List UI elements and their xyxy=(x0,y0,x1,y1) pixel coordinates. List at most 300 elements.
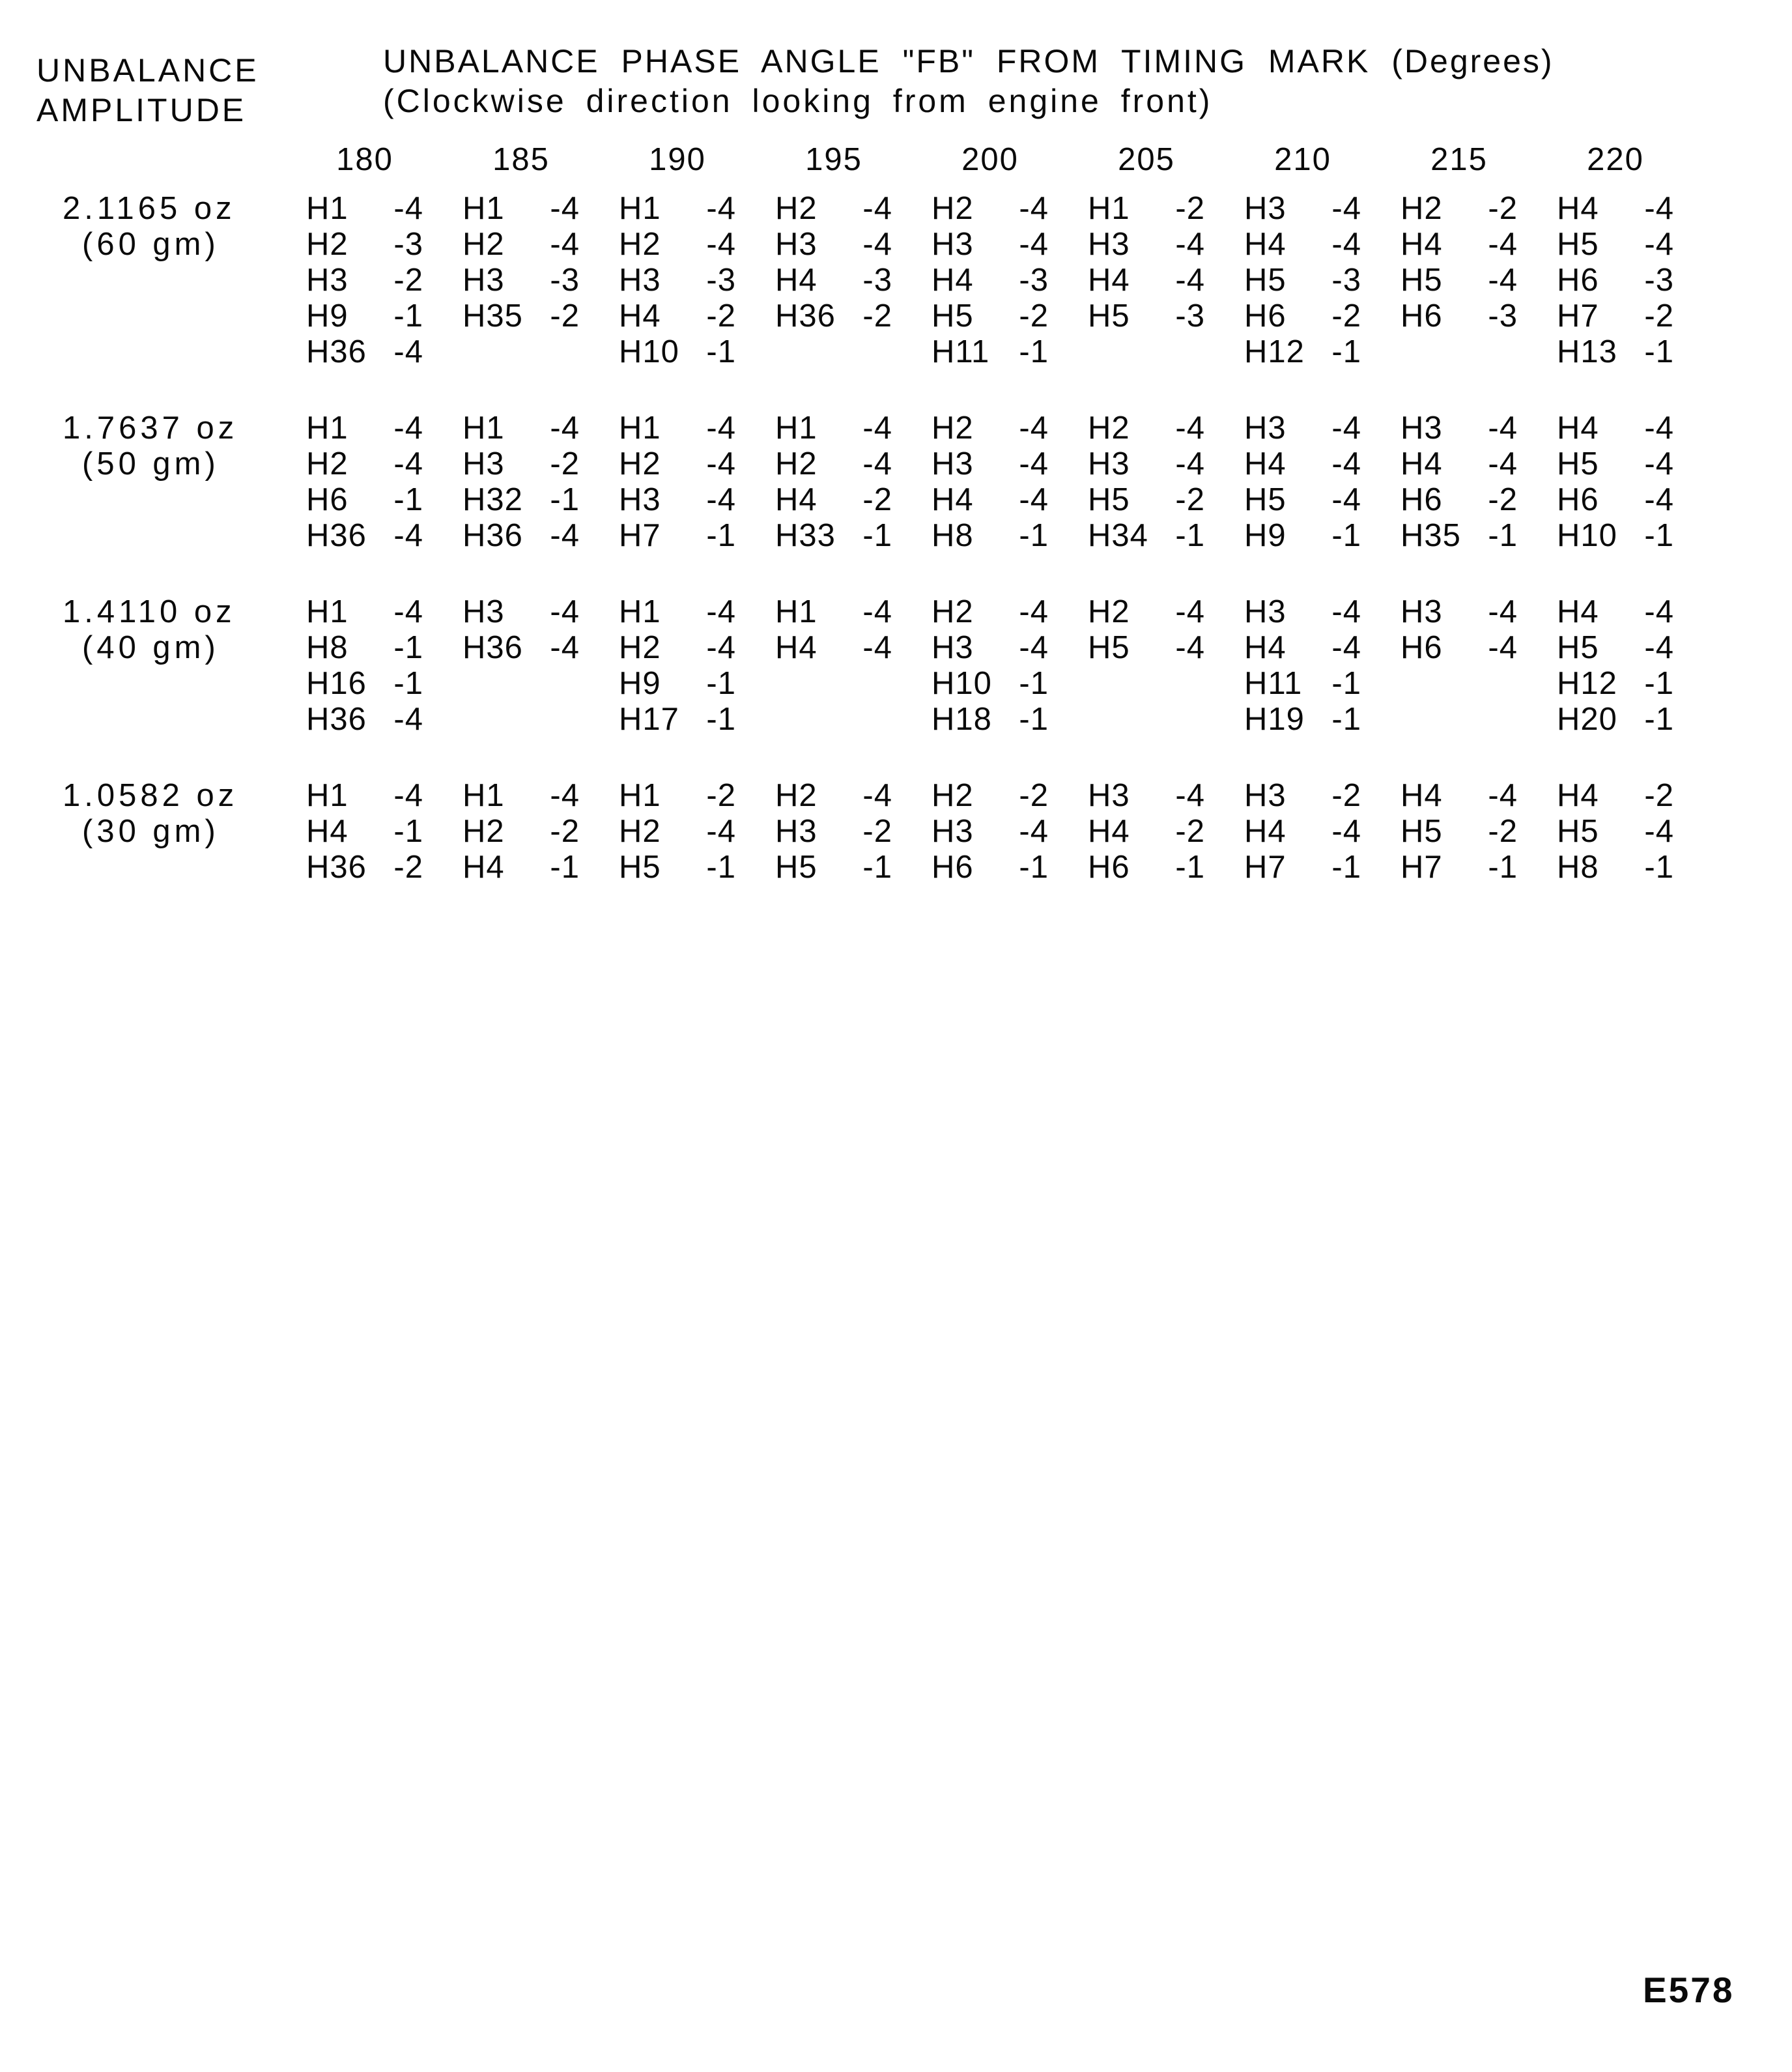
cell-40-gm-220 xyxy=(1557,594,1674,738)
phase-value: -4 xyxy=(1644,227,1674,262)
phase-value: -1 xyxy=(1488,518,1518,553)
harmonic-entry xyxy=(462,191,580,227)
degree-header-180: 180 xyxy=(336,142,393,177)
degree-header-200: 200 xyxy=(961,142,1019,177)
amplitude-row-60-gm xyxy=(39,191,1713,370)
phase-value: -4 xyxy=(1644,446,1674,482)
harmonic-entry xyxy=(1557,630,1674,666)
harmonic-entry xyxy=(619,227,736,263)
harmonic-id: H36 xyxy=(775,298,836,334)
phase-value: -4 xyxy=(862,446,892,482)
harmonic-id: H1 xyxy=(619,191,661,226)
harmonic-entry xyxy=(1088,778,1205,814)
harmonic-id: H35 xyxy=(1401,518,1461,553)
cell-50-gm-215 xyxy=(1401,410,1518,554)
phase-value: -2 xyxy=(862,814,892,849)
harmonic-id: H2 xyxy=(932,594,974,629)
cell-40-gm-215 xyxy=(1401,594,1518,666)
harmonic-id: H6 xyxy=(1401,482,1443,517)
cell-30-gm-195 xyxy=(775,778,892,885)
harmonic-id: H4 xyxy=(1557,191,1599,226)
harmonic-id: H4 xyxy=(1088,814,1130,849)
harmonic-id: H5 xyxy=(1557,814,1599,849)
harmonic-id: H13 xyxy=(1557,334,1617,369)
amplitude-oz: 1.0582 oz xyxy=(63,778,238,813)
phase-value: -4 xyxy=(550,778,580,813)
degree-header-row xyxy=(39,142,1713,178)
harmonic-id: H3 xyxy=(1244,778,1287,813)
harmonic-entry xyxy=(1244,298,1361,334)
harmonic-entry xyxy=(1401,850,1518,885)
amplitude-header-line2: AMPLITUDE xyxy=(36,92,247,128)
harmonic-entry xyxy=(306,410,423,446)
phase-value: -1 xyxy=(393,298,423,334)
harmonic-id: H32 xyxy=(462,482,523,517)
phase-value: -4 xyxy=(1331,814,1361,849)
phase-value: -1 xyxy=(550,482,580,517)
harmonic-entry xyxy=(619,702,736,738)
harmonic-entry xyxy=(1088,227,1205,263)
harmonic-id: H6 xyxy=(306,482,348,517)
harmonic-entry xyxy=(932,850,1049,885)
amplitude-gm: (40 gm) xyxy=(82,630,220,665)
harmonic-entry xyxy=(462,446,580,482)
harmonic-entry xyxy=(932,334,1049,370)
harmonic-entry xyxy=(1401,191,1518,227)
harmonic-entry xyxy=(1244,814,1361,850)
phase-value: -2 xyxy=(862,482,892,517)
phase-value: -4 xyxy=(393,702,423,737)
harmonic-entry xyxy=(619,334,736,370)
harmonic-id: H3 xyxy=(932,814,974,849)
harmonic-entry xyxy=(932,227,1049,263)
phase-value: -4 xyxy=(1488,446,1518,482)
harmonic-entry xyxy=(775,518,892,554)
harmonic-entry xyxy=(619,850,736,885)
harmonic-id: H5 xyxy=(619,850,661,885)
cell-50-gm-205 xyxy=(1088,410,1205,554)
harmonic-id: H2 xyxy=(775,191,818,226)
cell-60-gm-205 xyxy=(1088,191,1205,334)
cell-40-gm-180 xyxy=(306,594,423,738)
cell-30-gm-210 xyxy=(1244,778,1361,885)
harmonic-entry xyxy=(1557,227,1674,263)
cell-40-gm-210 xyxy=(1244,594,1361,738)
harmonic-entry xyxy=(932,191,1049,227)
harmonic-id: H10 xyxy=(1557,518,1617,553)
harmonic-entry xyxy=(462,630,580,666)
phase-value: -3 xyxy=(1175,298,1205,334)
harmonic-entry xyxy=(1244,191,1361,227)
harmonic-id: H4 xyxy=(462,850,505,885)
phase-value: -4 xyxy=(393,191,423,226)
harmonic-entry xyxy=(1088,410,1205,446)
phase-value: -1 xyxy=(1175,850,1205,885)
harmonic-entry xyxy=(619,410,736,446)
harmonic-id: H3 xyxy=(932,630,974,665)
phase-value: -1 xyxy=(1175,518,1205,553)
harmonic-id: H6 xyxy=(1557,263,1599,298)
phase-value: -4 xyxy=(862,191,892,226)
harmonic-entry xyxy=(1401,482,1518,518)
cell-50-gm-190 xyxy=(619,410,736,554)
phase-value: -4 xyxy=(706,410,736,446)
harmonic-entry xyxy=(1557,334,1674,370)
harmonic-entry xyxy=(775,594,892,630)
phase-value: -4 xyxy=(393,410,423,446)
harmonic-id: H6 xyxy=(1401,630,1443,665)
phase-value: -4 xyxy=(1019,446,1049,482)
harmonic-entry xyxy=(775,630,892,666)
harmonic-id: H5 xyxy=(1088,298,1130,334)
phase-value: -1 xyxy=(862,850,892,885)
harmonic-entry xyxy=(619,518,736,554)
harmonic-id: H6 xyxy=(1557,482,1599,517)
harmonic-id: H3 xyxy=(619,263,661,298)
harmonic-id: H18 xyxy=(932,702,992,737)
harmonic-id: H9 xyxy=(306,298,348,334)
harmonic-entry xyxy=(306,778,423,814)
harmonic-entry xyxy=(1401,518,1518,554)
harmonic-entry xyxy=(1244,227,1361,263)
table-title xyxy=(383,42,1554,121)
harmonic-id: H3 xyxy=(462,263,505,298)
harmonic-entry xyxy=(1557,814,1674,850)
harmonic-entry xyxy=(1088,446,1205,482)
harmonic-entry xyxy=(462,814,580,850)
harmonic-id: H10 xyxy=(932,666,992,701)
harmonic-id: H4 xyxy=(1244,227,1287,262)
harmonic-id: H1 xyxy=(619,778,661,813)
harmonic-entry xyxy=(462,778,580,814)
phase-value: -3 xyxy=(1019,263,1049,298)
phase-value: -4 xyxy=(1488,263,1518,298)
harmonic-entry xyxy=(462,594,580,630)
cell-50-gm-210 xyxy=(1244,410,1361,554)
harmonic-id: H1 xyxy=(619,410,661,446)
harmonic-id: H12 xyxy=(1557,666,1617,701)
harmonic-id: H3 xyxy=(775,814,818,849)
cell-30-gm-200 xyxy=(932,778,1049,885)
cell-30-gm-180 xyxy=(306,778,423,885)
harmonic-entry xyxy=(1244,594,1361,630)
harmonic-entry xyxy=(306,814,423,850)
phase-value: -4 xyxy=(1019,814,1049,849)
harmonic-entry xyxy=(775,850,892,885)
harmonic-id: H2 xyxy=(932,410,974,446)
cell-40-gm-200 xyxy=(932,594,1049,738)
phase-value: -4 xyxy=(1488,594,1518,629)
harmonic-entry xyxy=(306,191,423,227)
harmonic-id: H36 xyxy=(306,334,367,369)
phase-value: -4 xyxy=(1175,263,1205,298)
harmonic-id: H11 xyxy=(932,334,990,369)
phase-value: -4 xyxy=(706,227,736,262)
phase-value: -2 xyxy=(1644,778,1674,813)
phase-value: -2 xyxy=(706,778,736,813)
cell-60-gm-215 xyxy=(1401,191,1518,334)
cell-30-gm-215 xyxy=(1401,778,1518,885)
harmonic-id: H5 xyxy=(1557,630,1599,665)
amplitude-row-50-gm xyxy=(39,410,1713,554)
amplitude-row-30-gm xyxy=(39,778,1713,885)
harmonic-entry xyxy=(775,410,892,446)
harmonic-id: H4 xyxy=(1244,446,1287,482)
harmonic-entry xyxy=(1401,410,1518,446)
harmonic-entry xyxy=(1244,630,1361,666)
phase-value: -3 xyxy=(1331,263,1361,298)
harmonic-id: H5 xyxy=(1244,482,1287,517)
harmonic-entry xyxy=(1244,263,1361,298)
harmonic-id: H1 xyxy=(775,410,818,446)
phase-value: -4 xyxy=(706,191,736,226)
amplitude-label-60-gm xyxy=(39,191,306,263)
cell-40-gm-190 xyxy=(619,594,736,738)
phase-value: -1 xyxy=(706,666,736,701)
degree-header-190: 190 xyxy=(649,142,706,177)
phase-value: -3 xyxy=(1644,263,1674,298)
harmonic-entry xyxy=(306,334,423,370)
harmonic-entry xyxy=(619,666,736,702)
harmonic-entry xyxy=(1244,446,1361,482)
harmonic-entry xyxy=(1401,814,1518,850)
harmonic-entry xyxy=(932,702,1049,738)
harmonic-entry xyxy=(932,298,1049,334)
harmonic-id: H2 xyxy=(775,778,818,813)
amplitude-column-header xyxy=(36,51,259,130)
harmonic-entry xyxy=(1401,263,1518,298)
harmonic-id: H6 xyxy=(932,850,974,885)
harmonic-entry xyxy=(775,814,892,850)
harmonic-id: H4 xyxy=(1557,594,1599,629)
phase-value: -4 xyxy=(1488,630,1518,665)
harmonic-entry xyxy=(306,702,423,738)
harmonic-id: H6 xyxy=(1401,298,1443,334)
harmonic-id: H2 xyxy=(306,446,348,482)
harmonic-entry xyxy=(1557,850,1674,885)
harmonic-entry xyxy=(619,298,736,334)
phase-value: -3 xyxy=(706,263,736,298)
harmonic-entry xyxy=(619,446,736,482)
harmonic-id: H2 xyxy=(462,227,505,262)
harmonic-entry xyxy=(1088,630,1205,666)
amplitude-header-line1: UNBALANCE xyxy=(36,52,259,89)
harmonic-id: H9 xyxy=(1244,518,1287,553)
harmonic-entry xyxy=(1557,298,1674,334)
harmonic-id: H5 xyxy=(1244,263,1287,298)
phase-value: -1 xyxy=(1331,702,1361,737)
phase-value: -4 xyxy=(1331,594,1361,629)
harmonic-id: H3 xyxy=(1244,594,1287,629)
harmonic-id: H3 xyxy=(932,446,974,482)
harmonic-id: H4 xyxy=(1244,630,1287,665)
phase-value: -4 xyxy=(1644,594,1674,629)
harmonic-id: H2 xyxy=(1401,191,1443,226)
harmonic-entry xyxy=(619,482,736,518)
harmonic-id: H1 xyxy=(1088,191,1130,226)
harmonic-id: H17 xyxy=(619,702,679,737)
harmonic-id: H33 xyxy=(775,518,836,553)
harmonic-entry xyxy=(619,263,736,298)
harmonic-id: H4 xyxy=(1557,410,1599,446)
harmonic-id: H36 xyxy=(462,518,523,553)
phase-value: -1 xyxy=(862,518,892,553)
harmonic-entry xyxy=(619,778,736,814)
amplitude-label-40-gm xyxy=(39,594,306,666)
harmonic-id: H2 xyxy=(775,446,818,482)
harmonic-id: H35 xyxy=(462,298,523,334)
harmonic-entry xyxy=(462,482,580,518)
phase-value: -2 xyxy=(862,298,892,334)
harmonic-entry xyxy=(775,446,892,482)
harmonic-id: H2 xyxy=(462,814,505,849)
harmonic-id: H20 xyxy=(1557,702,1617,737)
phase-value: -2 xyxy=(550,814,580,849)
harmonic-id: H4 xyxy=(1244,814,1287,849)
phase-value: -4 xyxy=(1331,482,1361,517)
phase-value: -1 xyxy=(1644,702,1674,737)
harmonic-id: H3 xyxy=(1088,227,1130,262)
harmonic-entry xyxy=(619,594,736,630)
phase-value: -4 xyxy=(1175,227,1205,262)
phase-value: -2 xyxy=(393,263,423,298)
harmonic-id: H3 xyxy=(932,227,974,262)
harmonic-id: H5 xyxy=(775,850,818,885)
phase-value: -1 xyxy=(1019,334,1049,369)
phase-value: -1 xyxy=(1488,850,1518,885)
phase-value: -4 xyxy=(550,594,580,629)
phase-value: -4 xyxy=(1644,191,1674,226)
harmonic-entry xyxy=(775,227,892,263)
cell-50-gm-195 xyxy=(775,410,892,554)
degree-header-195: 195 xyxy=(805,142,862,177)
harmonic-entry xyxy=(1557,446,1674,482)
harmonic-id: H4 xyxy=(1401,778,1443,813)
phase-value: -4 xyxy=(862,630,892,665)
harmonic-id: H3 xyxy=(1244,191,1287,226)
phase-value: -2 xyxy=(393,850,423,885)
amplitude-oz: 1.4110 oz xyxy=(63,594,236,629)
phase-value: -4 xyxy=(1019,594,1049,629)
phase-value: -2 xyxy=(1175,814,1205,849)
phase-value: -4 xyxy=(550,518,580,553)
harmonic-id: H7 xyxy=(619,518,661,553)
table-title-line2: (Clockwise direction looking from engine front) xyxy=(383,83,1213,119)
cell-50-gm-185 xyxy=(462,410,580,554)
harmonic-entry xyxy=(619,191,736,227)
harmonic-id: H12 xyxy=(1244,334,1305,369)
harmonic-id: H3 xyxy=(306,263,348,298)
harmonic-entry xyxy=(932,482,1049,518)
harmonic-id: H1 xyxy=(619,594,661,629)
harmonic-id: H7 xyxy=(1244,850,1287,885)
harmonic-entry xyxy=(306,482,423,518)
phase-value: -4 xyxy=(393,518,423,553)
harmonic-entry xyxy=(1088,814,1205,850)
cell-60-gm-185 xyxy=(462,191,580,334)
harmonic-id: H2 xyxy=(1088,410,1130,446)
phase-value: -1 xyxy=(706,850,736,885)
phase-value: -1 xyxy=(1019,702,1049,737)
phase-value: -4 xyxy=(1019,482,1049,517)
harmonic-entry xyxy=(1244,850,1361,885)
harmonic-entry xyxy=(462,227,580,263)
phase-value: -2 xyxy=(1644,298,1674,334)
harmonic-id: H4 xyxy=(932,263,974,298)
phase-value: -1 xyxy=(393,666,423,701)
phase-value: -1 xyxy=(706,518,736,553)
cell-50-gm-180 xyxy=(306,410,423,554)
harmonic-id: H7 xyxy=(1401,850,1443,885)
harmonic-entry xyxy=(1557,594,1674,630)
phase-value: -4 xyxy=(393,594,423,629)
harmonic-entry xyxy=(1401,630,1518,666)
phase-value: -4 xyxy=(1175,778,1205,813)
harmonic-entry xyxy=(932,410,1049,446)
harmonic-id: H2 xyxy=(619,446,661,482)
phase-value: -4 xyxy=(550,410,580,446)
harmonic-id: H36 xyxy=(306,850,367,885)
phase-value: -4 xyxy=(706,630,736,665)
harmonic-id: H4 xyxy=(1557,778,1599,813)
phase-angle-table xyxy=(39,142,1713,926)
harmonic-id: H1 xyxy=(775,594,818,629)
phase-value: -1 xyxy=(1019,850,1049,885)
harmonic-id: H4 xyxy=(775,630,818,665)
harmonic-id: H3 xyxy=(462,594,505,629)
harmonic-id: H2 xyxy=(932,778,974,813)
phase-value: -1 xyxy=(706,702,736,737)
harmonic-id: H5 xyxy=(1088,482,1130,517)
degree-header-215: 215 xyxy=(1430,142,1488,177)
phase-value: -2 xyxy=(550,298,580,334)
harmonic-id: H4 xyxy=(619,298,661,334)
phase-value: -1 xyxy=(1331,334,1361,369)
phase-value: -4 xyxy=(1644,410,1674,446)
harmonic-id: H8 xyxy=(932,518,974,553)
phase-value: -4 xyxy=(1175,446,1205,482)
harmonic-id: H3 xyxy=(462,446,505,482)
harmonic-id: H2 xyxy=(619,630,661,665)
harmonic-id: H6 xyxy=(1088,850,1130,885)
phase-value: -2 xyxy=(550,446,580,482)
harmonic-entry xyxy=(775,298,892,334)
cell-60-gm-190 xyxy=(619,191,736,370)
harmonic-entry xyxy=(306,594,423,630)
harmonic-id: H3 xyxy=(1401,594,1443,629)
harmonic-entry xyxy=(1557,778,1674,814)
amplitude-gm: (30 gm) xyxy=(82,814,220,849)
degree-header-185: 185 xyxy=(492,142,550,177)
harmonic-id: H11 xyxy=(1244,666,1303,701)
phase-value: -4 xyxy=(1331,630,1361,665)
harmonic-entry xyxy=(1244,778,1361,814)
phase-value: -4 xyxy=(862,227,892,262)
phase-value: -1 xyxy=(1644,518,1674,553)
phase-value: -4 xyxy=(1644,630,1674,665)
harmonic-entry xyxy=(1088,482,1205,518)
amplitude-label-30-gm xyxy=(39,778,306,850)
harmonic-entry xyxy=(1088,298,1205,334)
harmonic-entry xyxy=(932,518,1049,554)
harmonic-id: H3 xyxy=(1244,410,1287,446)
harmonic-id: H19 xyxy=(1244,702,1305,737)
phase-value: -1 xyxy=(393,630,423,665)
harmonic-id: H2 xyxy=(932,191,974,226)
harmonic-id: H36 xyxy=(306,518,367,553)
phase-value: -4 xyxy=(393,334,423,369)
amplitude-label-50-gm xyxy=(39,410,306,482)
